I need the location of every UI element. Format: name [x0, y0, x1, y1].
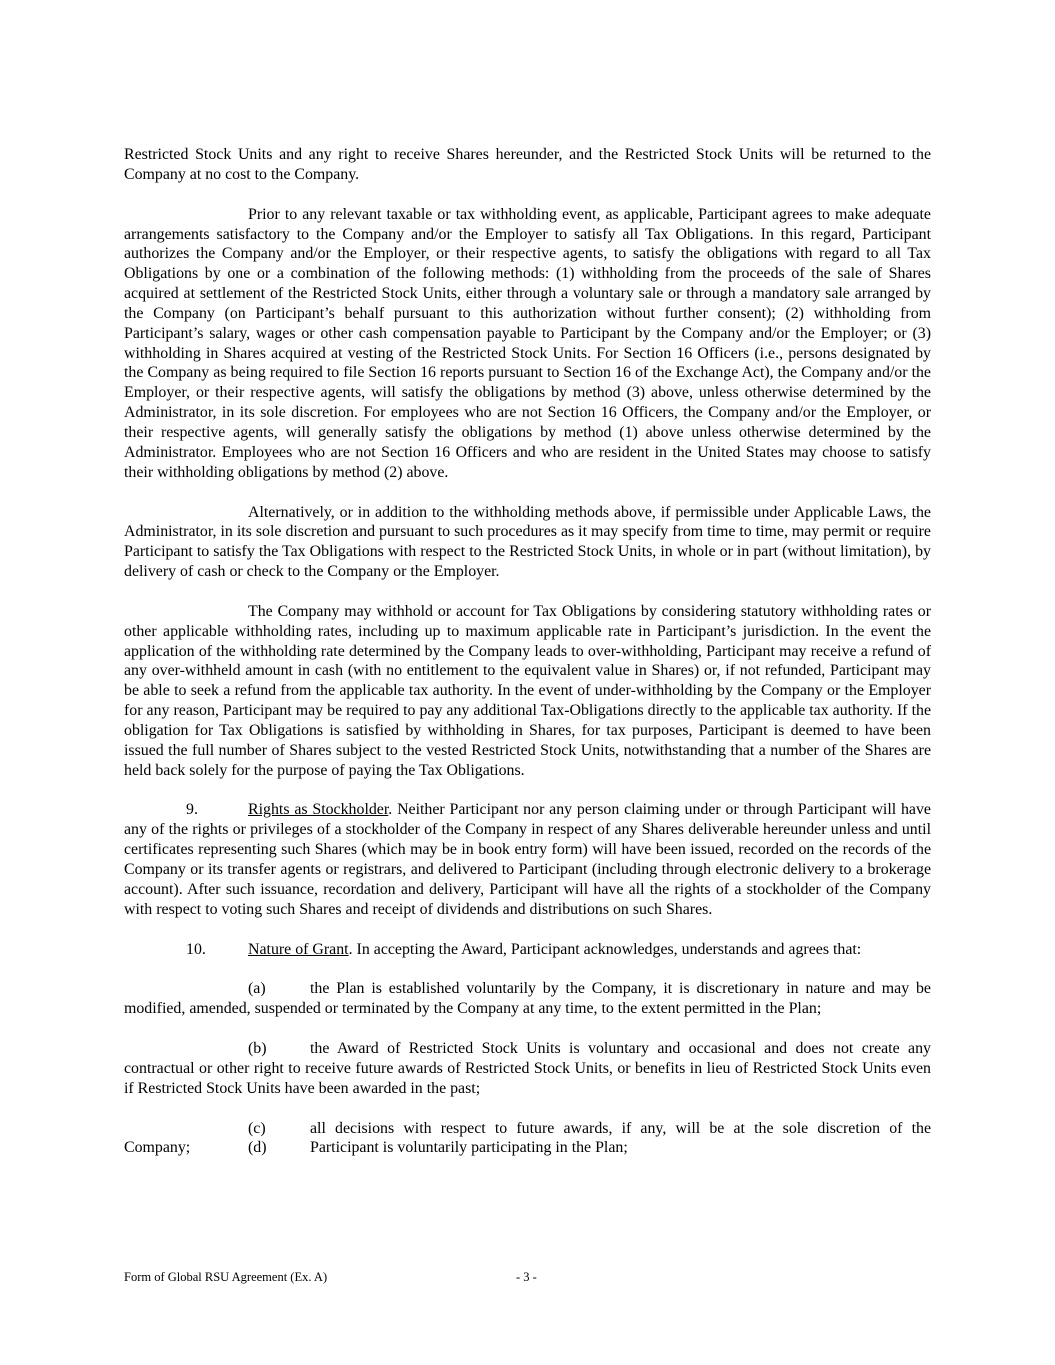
list-item-text: Participant is voluntarily participating in the Plan;: [310, 1139, 628, 1157]
list-item-text: the Award of Restricted Stock Units is voluntary and occasional and does not create any contractual or other right to receive future awards of Restricted Stock Units, or benefits in lieu of Restricted Stock Units even if Restricted Stock Units have been awarded in the past;: [124, 1040, 931, 1097]
footer-form-label: Form of Global RSU Agreement (Ex. A): [124, 1270, 328, 1284]
list-item-letter: (c): [248, 1119, 266, 1137]
list-item-c: [124, 1119, 931, 1139]
section-nature-of-grant: [124, 940, 931, 960]
paragraph-withholding-rates: The Company may withhold or account for Tax Obligations by considering statutory withholding rates or other applicable withholding rates, including up to maximum applicable rate in Participant’s jurisdiction. In the event the application of the withholding rate determined by the Company leads to over-withholding, Participant may receive a refund of any over-withheld amount in cash (with no entitlement to the equivalent value in Shares) or, if not refunded, Participant may be able to seek a refund from the applicable tax authority. In the event of under-withholding by the Company or the Employer for any reason, Participant may be required to pay any additional Tax-Obligations directly to the applicable tax authority. If the obligation for Tax Obligations is satisfied by withholding in Shares, for tax purposes, Participant is deemed to have been issued the full number of Shares subject to the vested Restricted Stock Units, notwithstanding that a number of the Shares are held back solely for the purpose of paying the Tax Obligations.: [124, 602, 931, 779]
list-item-a: [124, 979, 931, 1019]
document-page: [124, 145, 931, 1178]
section-number: 9.: [186, 801, 198, 819]
footer-page-number: - 3 -: [516, 1270, 537, 1284]
list-item-letter: (a): [248, 980, 266, 998]
list-item-text: the Plan is established voluntarily by the Company, it is discretionary in nature and may be modified, amended, suspended or terminated by the Company at any time, to the extent permitted in the Plan;: [124, 980, 931, 1018]
section-text: . In accepting the Award, Participant acknowledges, understands and agrees that:: [348, 940, 862, 958]
section-heading: Rights as Stockholder: [248, 801, 389, 819]
section-number: 10.: [186, 940, 206, 958]
list-item-d: [124, 1138, 931, 1158]
paragraph-tax-withholding-methods: Prior to any relevant taxable or tax withholding event, as applicable, Participant agrees to make adequate arrangements satisfactory to the Company and/or the Employer to satisfy all Tax Obligations. In this regard, Participant authorizes the Company and/or the Employer, or their respective agents, to satisfy the obligations with regard to all Tax Obligations by one or a combination of the following methods: (1) withholding from the proceeds of the sale of Shares acquired at settlement of the Restricted Stock Units, either through a voluntary sale or through a mandatory sale arranged by the Company (on Participant’s behalf pursuant to this authorization without further consent); (2) withholding from Participant’s salary, wages or other cash compensation payable to Participant by the Company and/or the Employer; or (3) withholding in Shares acquired at vesting of the Restricted Stock Units. For Section 16 Officers (i.e., persons designated by the Company as being required to file Section 16 reports pursuant to Section 16 of the Exchange Act), the Company and/or the Employer, or their respective agents, will satisfy the obligations by method (3) above, unless otherwise determined by the Administrator, in its sole discretion. For employees who are not Section 16 Officers, the Company and/or the Employer, or their respective agents, will generally satisfy the obligations by method (1) above unless otherwise determined by the Administrator. Employees who are not Section 16 Officers and who are resident in the United States may choose to satisfy their withholding obligations by method (2) above.: [124, 205, 931, 481]
list-item-letter: (b): [248, 1040, 267, 1058]
list-item-text: all decisions with respect to future awards, if any, will be at the sole discretion of the: [310, 1119, 931, 1137]
paragraph-continuation: Restricted Stock Units and any right to receive Shares hereunder, and the Restricted Stock Units will be returned to the Company at no cost to the Company.: [124, 146, 931, 183]
section-rights-as-stockholder: [124, 800, 931, 919]
section-heading: Nature of Grant: [248, 940, 349, 958]
list-item-c-continuation: Company;: [124, 1139, 191, 1157]
list-item-letter: (d): [248, 1139, 267, 1157]
list-item-b: [124, 1039, 931, 1099]
paragraph-alternative-withholding: Alternatively, or in addition to the withholding methods above, if permissible under Applicable Laws, the Administrator, in its sole discretion and pursuant to such procedures as it may specify from time to time, may permit or require Participant to satisfy the Tax Obligations with respect to the Restricted Stock Units, in whole or in part (without limitation), by delivery of cash or check to the Company or the Employer.: [124, 503, 931, 581]
section-text: . Neither Participant nor any person claiming under or through Participant will have any of the rights or privileges of a stockholder of the Company in respect of any Shares deliverable hereunder unless and until certificates representing such Shares (which may be in book entry form) will have been issued, recorded on the records of the Company or its transfer agents or registrars, and delivered to Participant (including through electronic delivery to a brokerage account). After such issuance, recordation and delivery, Participant will have all the rights of a stockholder of the Company with respect to voting such Shares and receipt of dividends and distributions on such Shares.: [124, 801, 931, 918]
